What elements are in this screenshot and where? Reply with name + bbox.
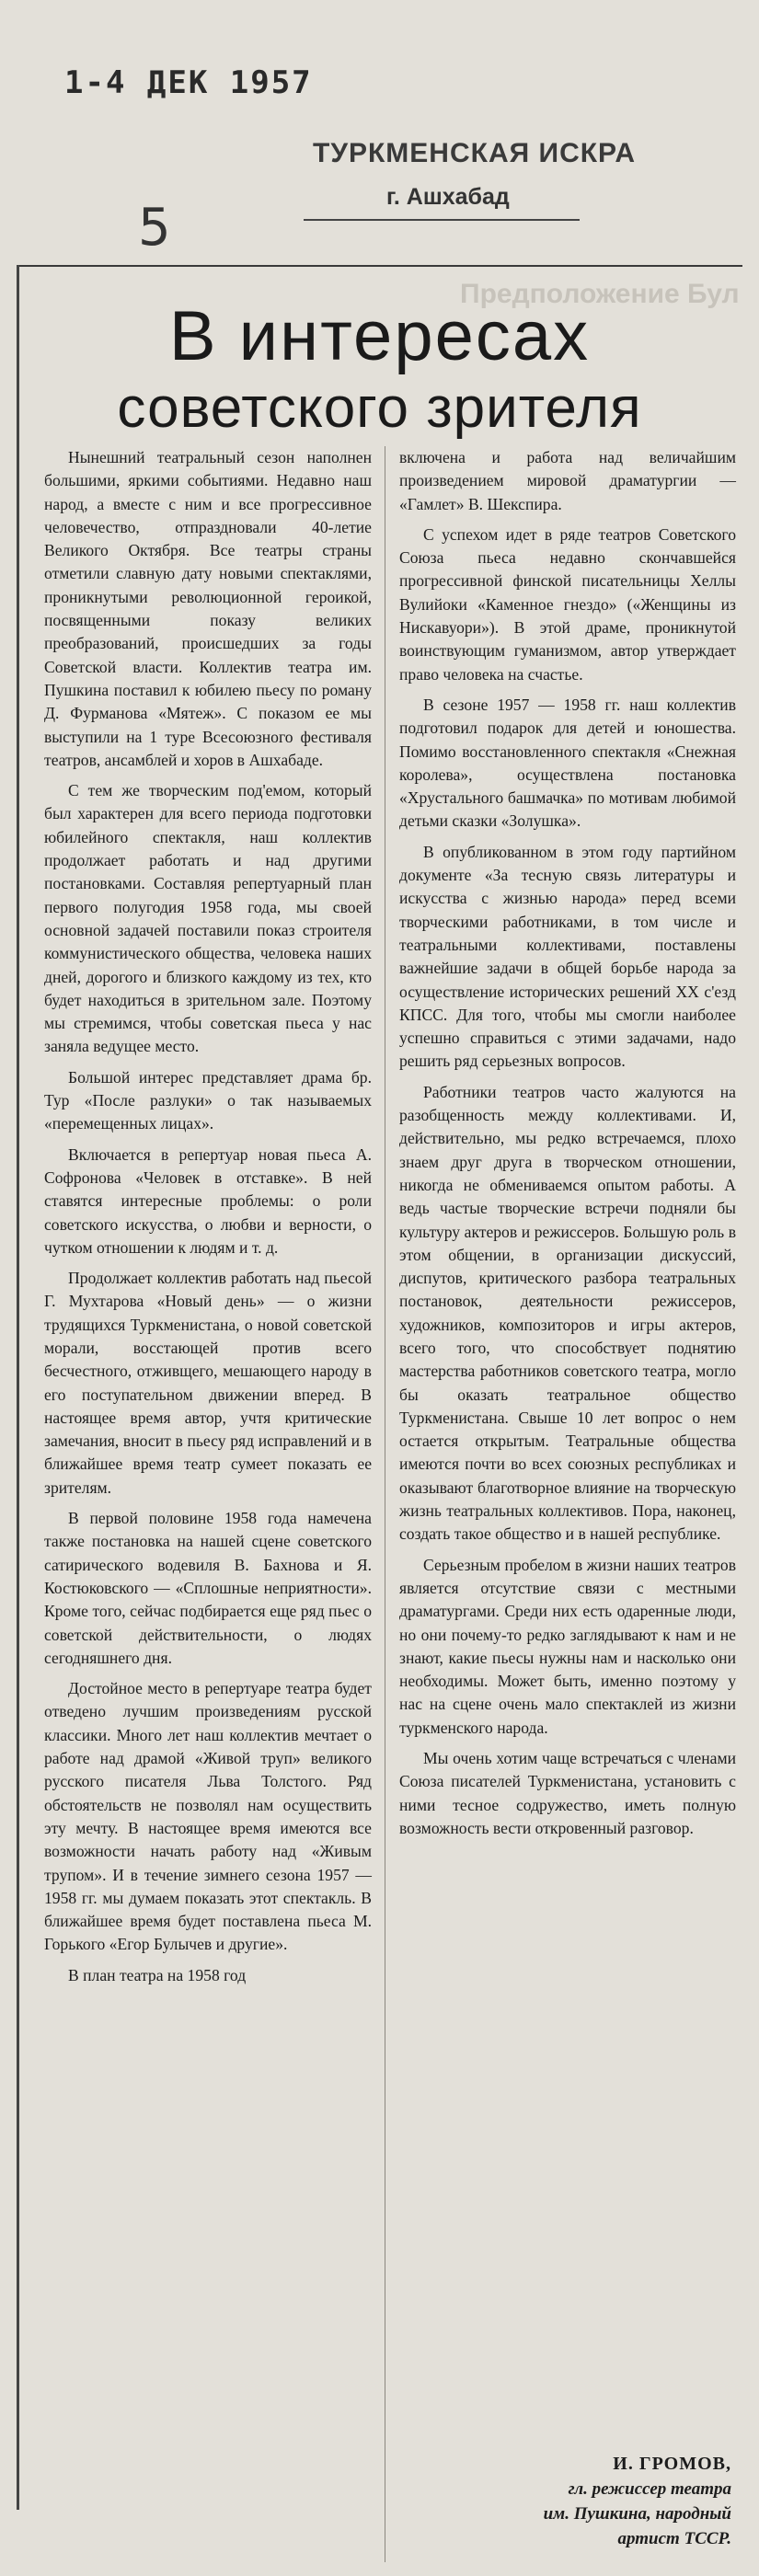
author-role-line: артист ТССР. xyxy=(617,2529,731,2548)
paragraph: Мы очень хотим чаще встречаться с членами Союза писателей Туркменистана, установить с ними тесное содружество, иметь полную возможность вести откровенный разговор. xyxy=(399,1749,736,1837)
top-rule xyxy=(17,265,742,267)
paragraph: Большой интерес представляет драма бр. Тур «После разлуки» о так называемых «перемещенных лицах». xyxy=(44,1067,372,1133)
paragraph: С успехом идет в ряде театров Советского Союза пьеса недавно скончавшейся прогрессивной финской писательницы Хеллы Вулийоки «Каменное гнездо» («Женщины из Нискавуори»). В этой драме, проникнутой воинствующим гуманизмом, автор утверждает право человека на счастье. xyxy=(399,524,736,684)
author-role-line: гл. режиссер театра xyxy=(568,2479,731,2499)
paragraph: В опубликованном в этом году партийном документе «За тесную связь литературы и искусства с жизнью народа» перед всеми творческими работниками, в том числе и театральными коллективами, поставлены важнейшие задачи в общей борьбе народа за осуществление исторических решений XX с'езд КПСС. Для того, чтобы мы смогли наиболее успешно справиться с этими задачами, надо решить ряд серьезных вопросов. xyxy=(399,842,736,1071)
author-role-line: им. Пушкина, народный xyxy=(543,2504,731,2524)
date-stamp: 1-4 ДЕК 1957 xyxy=(64,64,313,101)
article-title-line-2: советского зрителя xyxy=(117,376,642,440)
paragraph: Серьезным пробелом в жизни наших театров является отсутствие связи с местными драматургами. Среди них есть одаренные люди, но они почему-то редко заглядывают к нам и не знают, какие пьесы нужны нам и насколько они необходимы. Может быть, именно поэтому у нас на сцене очень мало спектаклей из жизни туркменского народа. xyxy=(399,1555,736,1737)
paragraph: Включается в репертуар новая пьеса А. Софронова «Человек в отставке». В ней ставятся интересные проблемы: о роли советского искусства, о любви и верности, о чутком отношении к людям и т. д. xyxy=(44,1144,372,1257)
paragraph: Достойное место в репертуаре театра будет отведено лучшим произведениям русской классики. Много лет наш коллектив мечтает о работе над драмой «Живой труп» великого русского писателя Льва Толстого. Ряд обстоятельств не позволял нам осуществить эту мечту. В настоящее время имеются все возможности начать работу над «Живым трупом». И в течение зимнего сезона 1957 — 1958 гг. мы думаем показать этот спектакль. В ближайшее время будет поставлена пьеса М. Горького «Егор Булычев и другие». xyxy=(44,1679,372,1954)
paragraph: В сезоне 1957 — 1958 гг. наш коллектив подготовил подарок для детей и юношества. Помимо восстановленного спектакля «Снежная королева», осуществлена постановка «Хрустального башмачка» по мотивам любимой детьми сказки «Золушка». xyxy=(399,695,736,831)
paragraph: Нынешний театральный сезон наполнен большими, яркими событиями. Недавно наш народ, а вместе с ним и все прогрессивное человечество, отпраздновали 40-летие Великого Октября. Все театры страны отметили славную дату новыми спектаклями, проникнутыми революционной героикой, посвященными показу великих преобразований, происшедших за годы Советской власти. Коллектив театра им. Пушкина поставил к юбилею пьесу по роману Д. Фурманова «Мятеж». С показом ее мы выступили на 1 туре Всесоюзного фестиваля театров, ансамблей и хоров в Ашхабаде. xyxy=(44,448,372,769)
article-title-line-1: В интересах xyxy=(168,297,591,375)
paragraph: Продолжает коллектив работать над пьесой Г. Мухтарова «Новый день» — о жизни трудящихся Туркменистана, о новой советской морали, восстающей против всего бесчестного, отживщего, мешающего народу в его поступательном движении вперед. В настоящее время автор, учтя критические замечания, вносит в пьесу ряд исправлений и в ближайшее время театр сумеет показать ее зрителям. xyxy=(44,1269,372,1497)
paragraph: включена и работа над величайшим произведением мировой драматургии — «Гамлет» В. Шекспира. xyxy=(399,448,736,513)
author-signature xyxy=(419,2452,731,2551)
article-column-left xyxy=(44,446,372,1995)
paragraph: В план театра на 1958 год xyxy=(68,1965,247,1984)
author-name: И. ГРОМОВ, xyxy=(613,2454,731,2474)
handwritten-mark: 5 xyxy=(138,198,171,258)
city-stamp: г. Ашхабад xyxy=(386,184,510,210)
paragraph: С тем же творческим под'емом, который был характерен для всего периода подготовки юбилейного спектакля, наш коллектив продолжает работать и над другими постановками. Составляя репертуарный план первого полугодия 1958 года, мы своей основной задачей поставили показ строителя коммунистического общества, человека наших дней, дорогого и близкого каждому из тех, кто будет находиться в зрительном зале. Поэтому мы стремимся, чтобы советская пьеса у нас заняла ведущее место. xyxy=(44,781,372,1056)
bleed-through-text: Предположение Бул xyxy=(460,279,740,309)
newspaper-stamp: ТУРКМЕНСКАЯ ИСКРА xyxy=(313,138,637,168)
left-rule xyxy=(17,265,19,2510)
stamp-underline xyxy=(304,219,580,221)
paragraph: Работники театров часто жалуются на разобщенность между коллективами. И, действительно, мы редко встречаемся, плохо знаем друг друга в творческом отношении, никогда не обмениваемся опытом работы. А ведь частые творческие встречи подняли бы культуру актеров и режиссеров. Большую роль в этом общении, в организации дискуссий, диспутов, критического разбора театральных постановок, деятельности режиссеров, художников, композиторов и игры актеров, всего того, что способствует поднятию мастерства работников советского театра, могло бы оказать театральное общество Туркменистана. Свыше 10 лет вопрос о нем остается открытым. Театральные общества имеются почти во всех союзных республиках и оказывают благотворное влияние на творческую жизнь театральных коллективов. Пора, наконец, создать такое общество и в нашей республике. xyxy=(399,1082,736,1544)
paragraph: В первой половине 1958 года намечена также постановка на нашей сцене советского сатирического водевиля В. Бахнова и Я. Костюковского — «Сплошные неприятности». Кроме того, сейчас подбирается еще ряд пьес о советской действительности, о людях сегодняшнего дня. xyxy=(44,1509,372,1667)
article-column-right xyxy=(399,446,736,1847)
